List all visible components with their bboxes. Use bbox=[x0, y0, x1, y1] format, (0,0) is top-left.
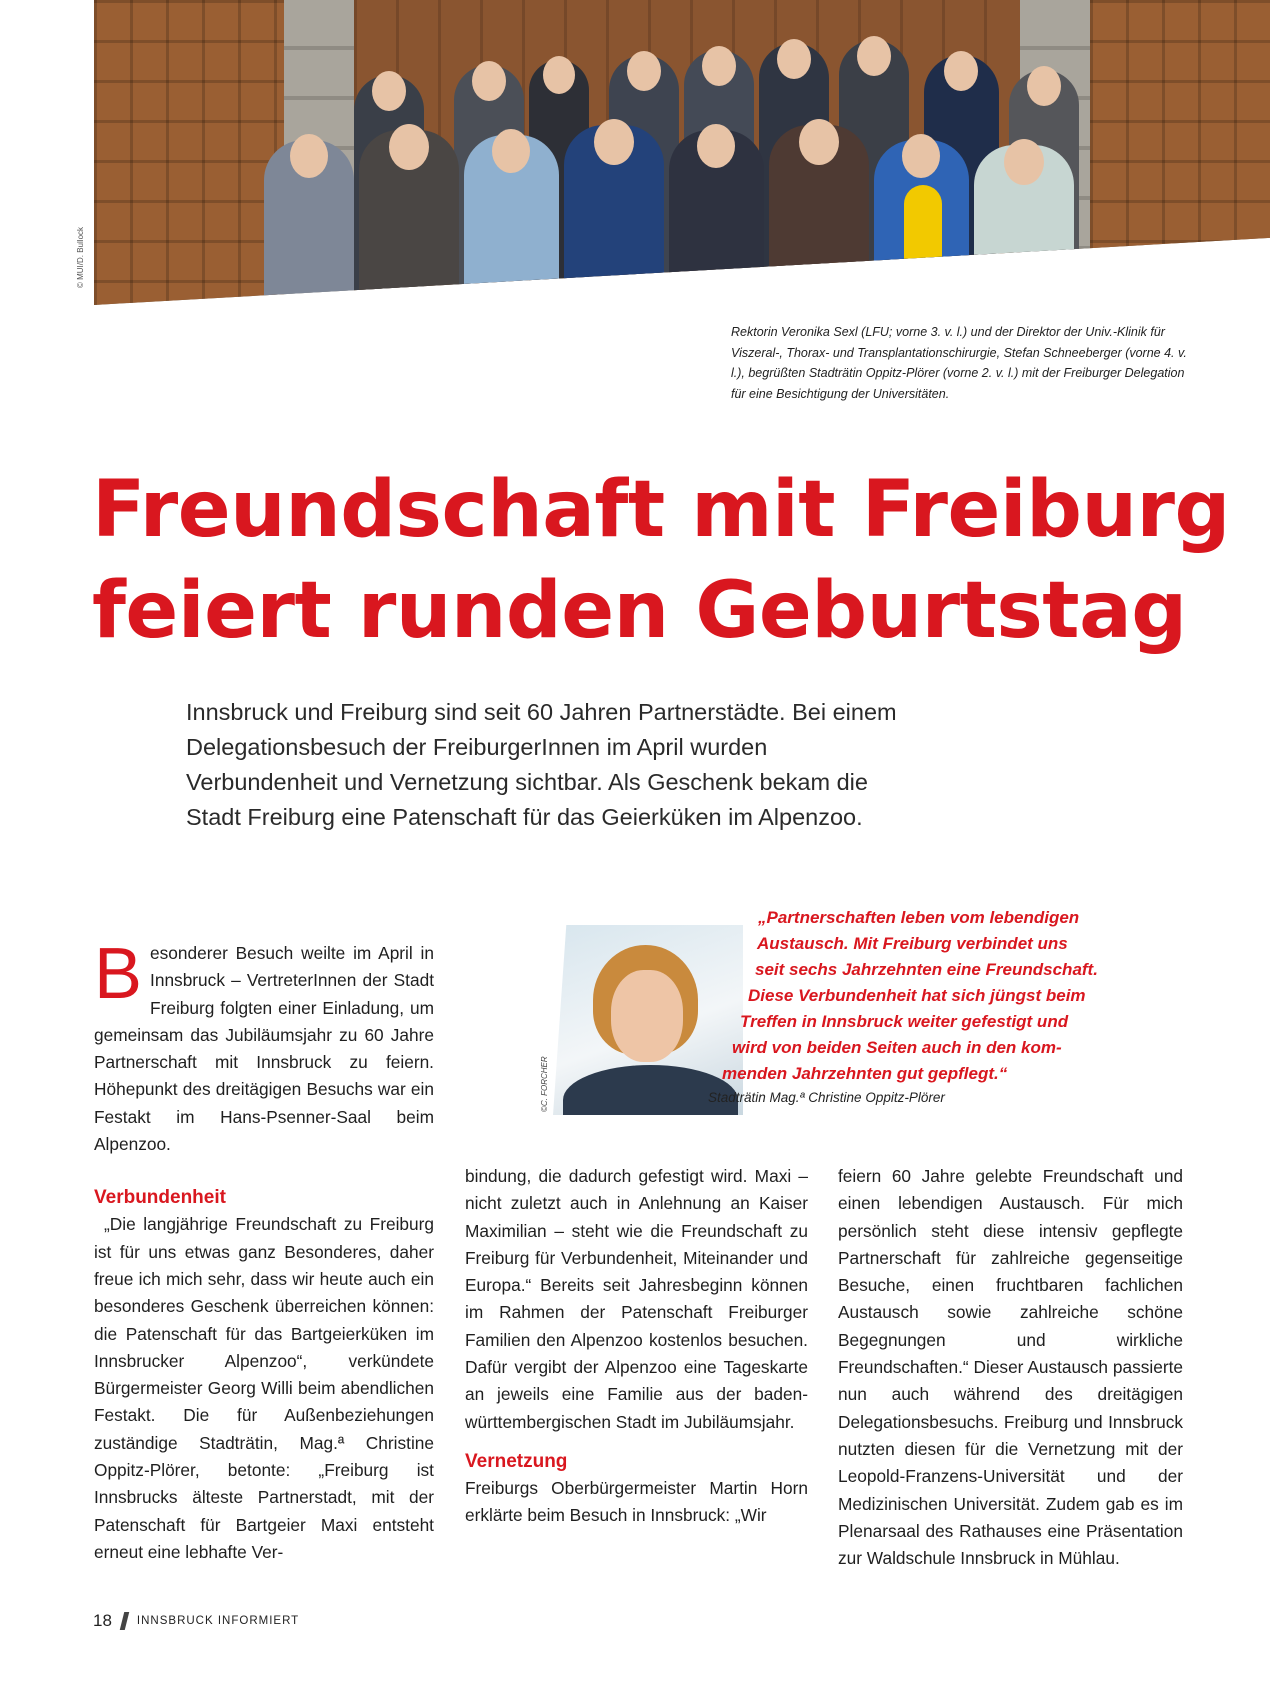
article-column-3 bbox=[838, 1163, 1183, 1572]
photo-credit: © MUI/D. Bullock bbox=[76, 226, 85, 288]
portrait-credit: ©C. FORCHER bbox=[540, 1056, 549, 1112]
quote-source: Stadträtin Mag.ª Christine Oppitz-Plörer bbox=[708, 1090, 945, 1105]
article-column-1 bbox=[94, 934, 434, 1566]
headline bbox=[92, 460, 1230, 662]
quote-line: menden Jahrzehnten gut gepflegt.“ bbox=[722, 1064, 1008, 1083]
intro-paragraph bbox=[94, 934, 434, 1158]
quote-line: seit sechs Jahrzehnten eine Freundschaft. bbox=[755, 960, 1098, 979]
magazine-name: INNSBRUCK INFORMIERT bbox=[136, 1615, 300, 1627]
quote-line: Diese Verbundenheit hat sich jüngst beim bbox=[748, 986, 1086, 1005]
quote-line: Treffen in Innsbruck weiter gefestigt und bbox=[740, 1012, 1069, 1031]
body-paragraph: bindung, die dadurch gefestigt wird. Maxi – nicht zuletzt auch in Anlehnung an Kaiser Maximilian – steht wie die Freundschaft zu Freiburg für Verbundenheit, Miteinander und Europa.“ Bereits seit Jahresbeginn können im Rahmen der Patenschaft Freiburger Familien den Alpenzoo kostenlos besuchen. Dafür vergibt der Alpenzoo eine Tageskarte an jeweils eine Familie aus der baden-württembergischen Stadt im Jubiläumsjahr. bbox=[465, 1166, 808, 1432]
quote-line: „Partnerschaften leben vom lebendigen bbox=[758, 908, 1080, 927]
quote-line: wird von beiden Seiten auch in den kom- bbox=[732, 1038, 1062, 1057]
subhead-vernetzung: Vernetzung bbox=[465, 1450, 568, 1472]
group-photo bbox=[94, 0, 1270, 305]
headline-line-1: Freundschaft mit Freiburg bbox=[92, 465, 1230, 555]
intro-text: esonderer Besuch weilte im April in Innsbruck – VertreterInnen der Stadt Freiburg folgten einer Einladung, um gemeinsam das Jubiläumsjahr zu 60 Jahre Partnerschaft mit Innsbruck zu feiern. Höhepunkt des dreitägigen Besuchs war ein Festakt im Hans-Psenner-Saal beim Alpenzoo. bbox=[94, 943, 434, 1155]
article-column-2 bbox=[465, 1163, 808, 1530]
body-paragraph: feiern 60 Jahre gelebte Freundschaft und einen lebendigen Austausch. Für mich persönlich steht diese intensiv gepflegte Partnerschaft für zahlreiche gegenseitige Besuche, einen fruchtbaren fachlichen Austausch sowie zahlreiche schöne Begegnungen und wirkliche Freundschaften.“ Dieser Austausch passierte nun auch während des dreitägigen Delegationsbesuchs. Freiburg und Innsbruck nutzten diesen für die Vernetzung mit der Leopold-Franzens-Universität und der Medizinischen Universität. Zudem gab es im Plenarsaal des Rathauses eine Präsentation zur Waldschule Innsbruck in Mühlau. bbox=[838, 1166, 1183, 1569]
portrait-photo bbox=[553, 925, 743, 1115]
slash-divider bbox=[120, 1612, 129, 1630]
photo-door-left bbox=[94, 0, 284, 305]
body-paragraph: Freiburgs Oberbürgermeister Martin Horn erklärte beim Besuch in Innsbruck: „Wir bbox=[465, 1477, 808, 1526]
photo-group-of-people bbox=[264, 25, 1080, 305]
photo-door-right bbox=[1090, 0, 1270, 305]
body-paragraph: „Die langjährige Freundschaft zu Freiburg ist für uns etwas ganz Besonderes, daher freue ich mich sehr, dass wir heute auch ein besonderes Geschenk überreichen können: die Patenschaft für das Bartgeierküken im Innsbrucker Alpenzoo“, verkündete Bürgermeister Georg Willi beim abendlichen Festakt. Die für Außenbeziehungen zuständige Stadträtin, Mag.ª Christine Oppitz-Plörer, betonte: „Freiburg ist Innsbrucks älteste Partnerstadt, mit der Patenschaft für Bartgeier Maxi entsteht erneut eine lebhafte Ver- bbox=[94, 1214, 434, 1562]
quote-line: Austausch. Mit Freiburg verbindet uns bbox=[757, 934, 1068, 953]
subhead-verbundenheit: Verbundenheit bbox=[94, 1187, 226, 1209]
lead-paragraph: Innsbruck und Freiburg sind seit 60 Jahren Partnerstädte. Bei einem Delegationsbesuch der FreiburgerInnen im April wurden Verbundenheit und Vernetzung sichtbar. Als Geschenk bekam die Stadt Freiburg eine Patenschaft für das Geierküken im Alpenzoo. bbox=[186, 699, 897, 830]
page-number: 18 bbox=[93, 1611, 112, 1630]
photo-caption: Rektorin Veronika Sexl (LFU; vorne 3. v. l.) und der Direktor der Univ.-Klinik für Viszeral-, Thorax- und Transplantationschirurgie, Stefan Schneeberger (vorne 4. v. l.), begrüßten Stadträtin Oppitz-Plörer (vorne 2. v. l.) mit der Freiburger Delegation für eine Besichtigung der Universitäten. bbox=[731, 325, 1187, 401]
headline-line-2: feiert runden Geburtstag bbox=[92, 566, 1187, 656]
drop-cap: B bbox=[94, 934, 143, 1014]
page-footer bbox=[93, 1611, 299, 1631]
